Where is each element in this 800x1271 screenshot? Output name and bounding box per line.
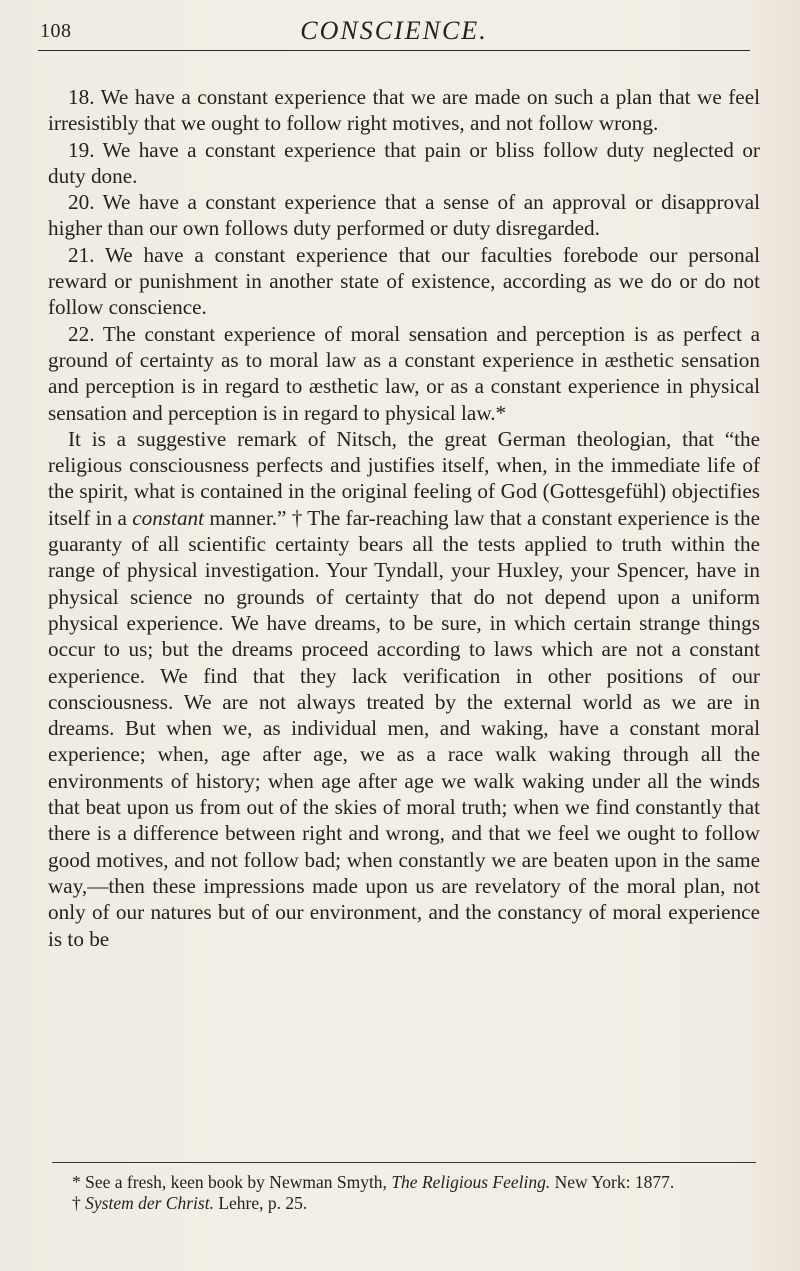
numbered-paragraph-21: 21. We have a constant experience that our faculties forebode our personal reward or punishment in another state of existence, according as we do or do not follow conscience.	[48, 242, 760, 320]
footnote-book-title: The Religious Feeling.	[391, 1172, 551, 1192]
footnote-marker: *	[72, 1172, 86, 1192]
main-paragraph-italic: constant	[132, 505, 205, 530]
footnote-divider	[52, 1162, 756, 1163]
footnote-book-title: System der Christ.	[85, 1193, 214, 1213]
footnote-marker: †	[72, 1193, 86, 1213]
footnote-text: See a fresh, keen book by Newman Smyth,	[85, 1172, 392, 1192]
running-head: CONSCIENCE.	[300, 16, 488, 45]
main-paragraph	[48, 426, 760, 952]
numbered-paragraph-18: 18. We have a constant experience that we are made on such a plan that we feel irresistibly that we ought to follow right motives, and not follow wrong.	[48, 85, 760, 136]
footnotes	[48, 1172, 760, 1214]
numbered-paragraph-19: 19. We have a constant experience that pain or bliss follow duty neglected or duty done.	[48, 137, 760, 188]
footnote-text-rest: Lehre, p. 25.	[213, 1193, 308, 1213]
numbered-paragraph-22: 22. The constant experience of moral sensation and perception is as perfect a ground of certainty as to moral law as a constant experience in æsthetic sensation and perception is in regard to æsthetic law, or as a constant experience in physical sensation and perception is in regard to physical law.*	[48, 321, 760, 425]
body-text	[48, 84, 760, 952]
main-paragraph-text-start: It is a suggestive remark of Nitsch, the great German theologian, that “the religious consciousness perfects and justifies itself, when, in the immediate life of the spirit, what is contained in the original feeling of God (Gottesgefühl) objectifies itself in a	[48, 426, 760, 530]
footnote-asterisk	[48, 1172, 760, 1193]
page-header	[38, 10, 750, 51]
footnote-dagger	[48, 1193, 760, 1214]
page-number: 108	[40, 20, 72, 42]
footnote-text-rest: New York: 1877.	[550, 1172, 675, 1192]
main-paragraph-text-rest: manner.” † The far-reaching law that a constant experience is the guaranty of all scientific certainty bears all the tests applied to truth within the range of physical investigation. Your Tyndall, your Huxley, your Spencer, have in physical science no grounds of certainty that do not depend upon a uniform physical experience. We have dreams, to be sure, in which certain strange things occur to us; but the dreams proceed according to laws which are not a constant experience. We find that they lack verification in other positions of our consciousness. We are not always treated by the external world as we are in dreams. But when we, as individual men, and waking, have a constant moral experience; when, age after age, we as a race walk waking through all the environments of history; when age after age we walk waking under all the winds that beat upon us from out of the skies of moral truth; when we find constantly that there is a difference between right and wrong, and that we feel we ought to follow good motives, and not follow bad; when constantly we are beaten upon in the same way,—then these impressions made upon us are revelatory of the moral plan, not only of our natures but of our environment, and the constancy of moral experience is to be	[48, 505, 761, 951]
numbered-paragraph-20: 20. We have a constant experience that a sense of an approval or disapproval higher than our own follows duty performed or duty disregarded.	[48, 190, 760, 241]
